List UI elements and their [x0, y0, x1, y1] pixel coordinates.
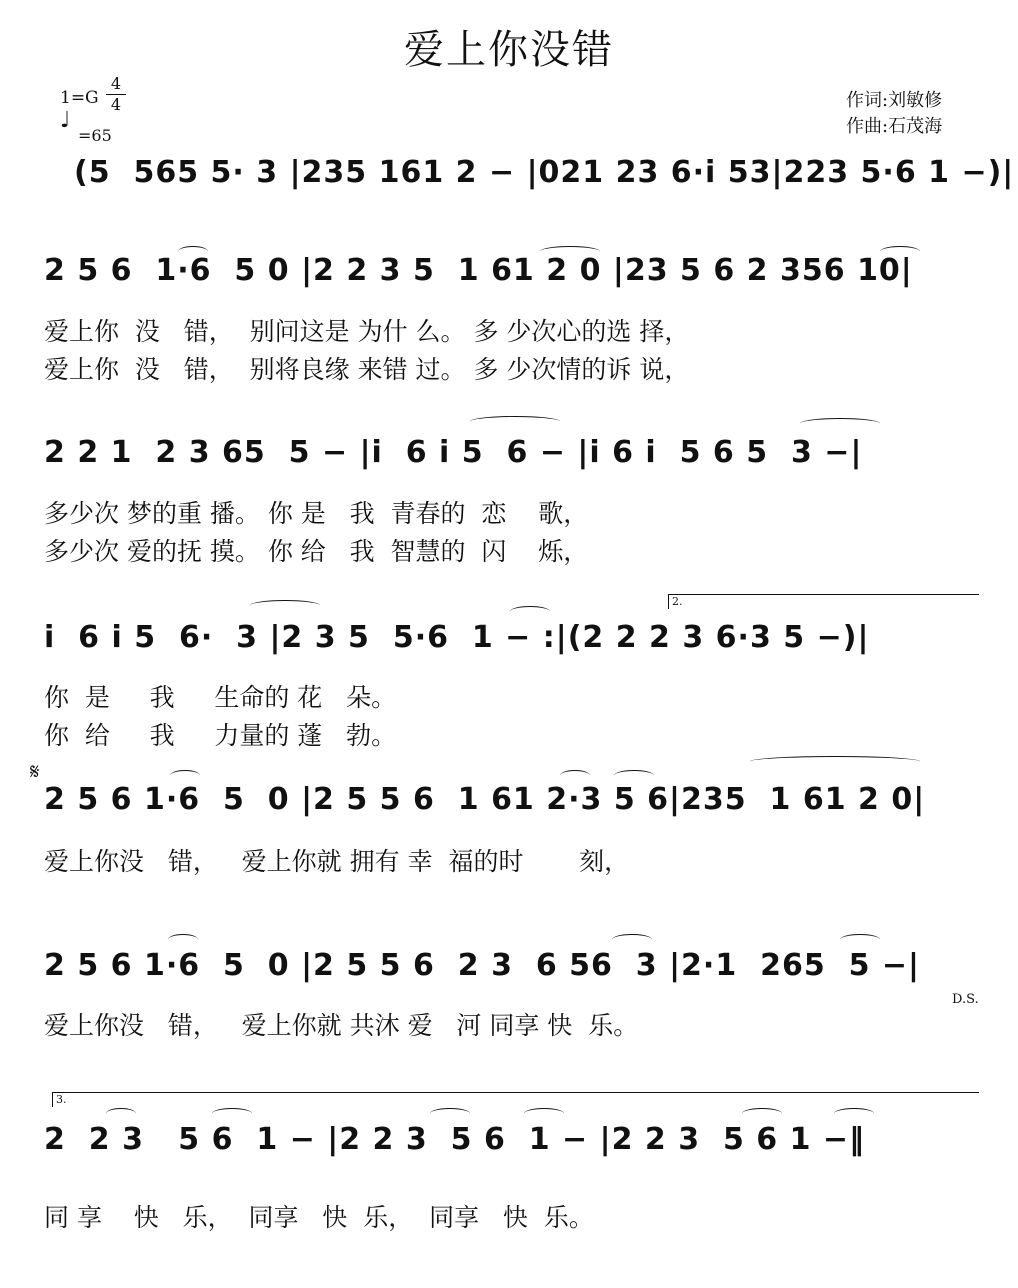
slur-mark	[250, 600, 320, 611]
song-title: 爱上你没错	[404, 27, 614, 73]
slur-mark	[510, 606, 550, 617]
notation-row-4	[44, 782, 988, 822]
lyric-line-verse1: 多少次 梦的重 播。 你 是 我 青春的 恋 歌，	[44, 499, 589, 528]
notation-row-2	[44, 435, 988, 475]
notation-line: 2 2 3 5 6 1 − |2 2 3 5 6 1 − |2 2 3 5 6 1 −‖	[44, 1122, 866, 1157]
volta-number: 2.	[672, 595, 683, 608]
volta-bracket-3	[52, 1092, 979, 1107]
slur-mark	[540, 246, 600, 257]
slur-mark	[170, 770, 200, 781]
slur-mark	[840, 934, 880, 945]
slur-mark	[880, 246, 920, 257]
lyric-line-verse2: 多少次 爱的抚 摸。 你 给 我 智慧的 闪 烁，	[44, 537, 589, 566]
time-signature-top: 4	[110, 74, 122, 93]
slur-mark	[614, 770, 654, 781]
notation-row-intro	[44, 155, 1015, 195]
notation-row-1	[44, 253, 988, 293]
slur-mark	[524, 1108, 564, 1119]
slur-mark	[168, 934, 198, 945]
slur-mark	[106, 1108, 136, 1119]
slur-mark	[560, 770, 590, 781]
volta-number: 3.	[56, 1093, 67, 1106]
dal-segno-mark: D.S.	[952, 992, 979, 1007]
lyric-line-chorus: 爱上你没 错， 爱上你就 拥有 幸 福的时 刻，	[44, 847, 630, 876]
tempo-marking: =65	[78, 126, 112, 145]
notation-line: 2 2 1 2 3 65 5 − |i 6 i 5 6 − |i 6 i 5 6 5 3 −|	[44, 435, 863, 470]
segno-icon: 𝄋	[30, 760, 40, 785]
slur-mark	[178, 246, 208, 257]
lyric-line-chorus: 爱上你没 错， 爱上你就 共沐 爱 河 同享 快 乐。	[44, 1011, 639, 1040]
notation-row-3	[44, 620, 988, 660]
notation-line: 2 5 6 1·6 5 0 |2 5 5 6 1 61 2·3 5 6|235 1 61 2 0|	[44, 782, 926, 817]
notation-row-5	[44, 948, 988, 988]
notation-line: (5 565 5· 3 |235 161 2 − |021 23 6·i 53|223 5·6 1 −)|	[74, 155, 1015, 190]
slur-mark	[800, 418, 880, 429]
slur-mark	[430, 1108, 470, 1119]
notation-line: 2 5 6 1·6 5 0 |2 2 3 5 1 61 2 0 |23 5 6 2 356 10|	[44, 253, 913, 288]
lyric-line-verse1: 爱上你 没 错， 别问这是 为什 么。 多 少次心的选 择，	[44, 317, 690, 346]
time-signature	[106, 74, 126, 115]
slur-mark	[750, 756, 920, 767]
key-signature: 1=G	[60, 88, 99, 108]
lyric-line-verse2: 你 给 我 力量的 蓬 勃。	[44, 721, 397, 750]
volta-bracket-2	[668, 594, 979, 609]
slur-mark	[212, 1108, 252, 1119]
time-signature-bottom: 4	[106, 94, 126, 115]
composer-credit: 作曲:石茂海	[846, 116, 943, 137]
notation-row-6	[44, 1122, 988, 1162]
slur-mark	[470, 416, 560, 427]
lyricist-credit: 作词:刘敏修	[846, 90, 943, 111]
slur-mark	[834, 1108, 874, 1119]
slur-mark	[612, 934, 652, 945]
notation-line: 2 5 6 1·6 5 0 |2 5 5 6 2 3 6 56 3 |2·1 265 5 −|	[44, 948, 921, 983]
slur-mark	[742, 1108, 782, 1119]
notation-line: i 6 i 5 6· 3 |2 3 5 5·6 1 − :|(2 2 2 3 6·3 5 −)|	[44, 620, 870, 655]
lyric-line-verse2: 爱上你 没 错， 别将良缘 来错 过。 多 少次情的诉 说，	[44, 355, 690, 384]
lyric-line-verse1: 你 是 我 生命的 花 朵。	[44, 683, 397, 712]
lyric-line-ending: 同 享 快 乐， 同享 快 乐， 同享 快 乐。	[44, 1203, 594, 1232]
quarter-note-icon: ♩	[60, 108, 71, 133]
